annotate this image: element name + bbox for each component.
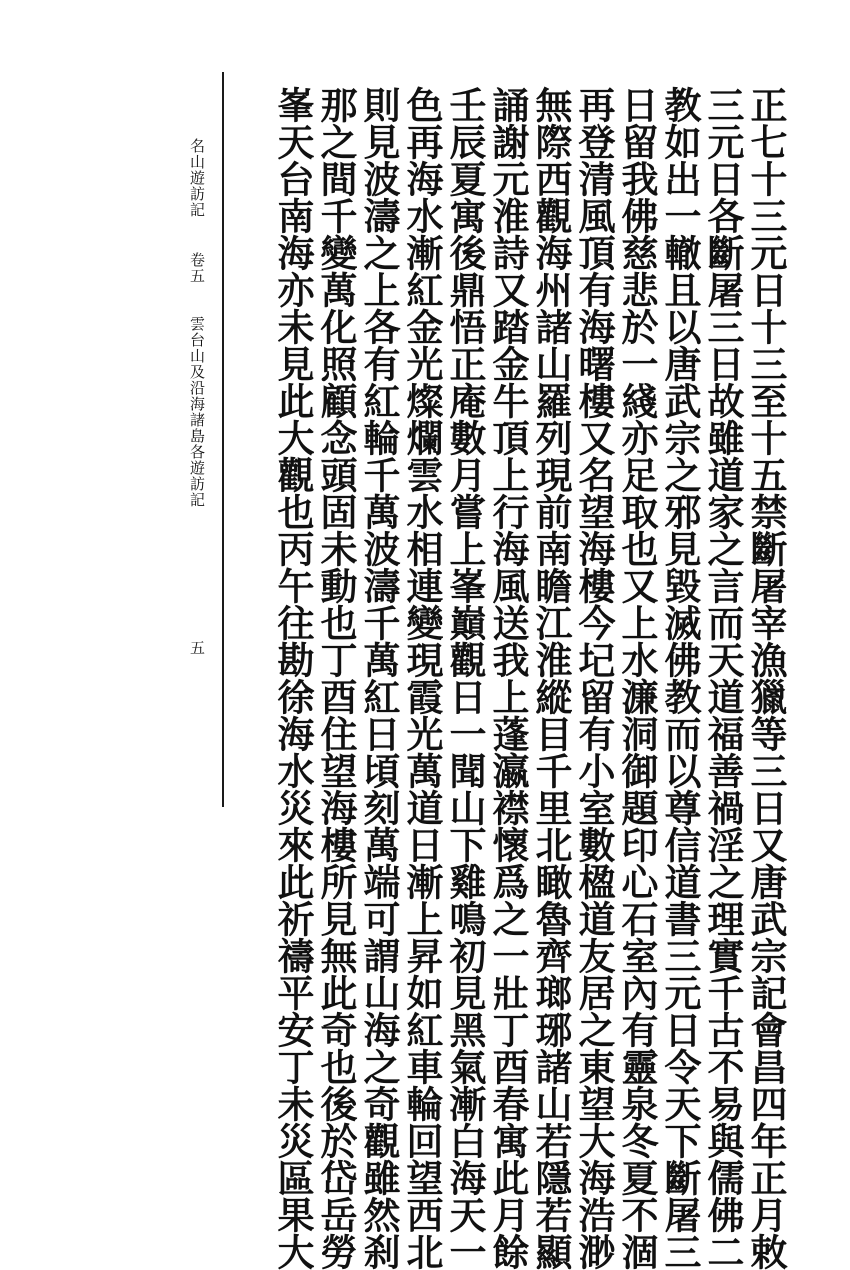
text-column: 三元日各斷屠三日故雖道家之言而天道福善禍淫之理實千古不易與儒佛二: [701, 86, 745, 1270]
text-column: 峯天台南海亦未見此大觀也丙午往勘徐海水災來此祈禱平安丁未災區果大: [271, 86, 315, 1270]
text-column: 壬辰夏寓後鼎悟正庵數月嘗上峯巔觀日一聞山下雞鳴初見黑氣漸白海天一: [443, 86, 487, 1270]
chapter-title: 雲台山及沿海諸島各遊訪記: [188, 316, 206, 508]
page-number: 五: [188, 640, 206, 656]
text-column: 誦謝元淮詩又踏金牛頂上行海風送我上蓬瀛襟懷爲之一壯丁酉春寓此月餘: [486, 86, 530, 1270]
text-column: 那之間千變萬化照顧念頭固未動也丁酉住望海樓所見無此奇也後於岱岳勞: [314, 86, 358, 1270]
text-column: 色再海水漸紅金光燦爛雲水相連變現霞光萬道日漸上昇如紅車輪回望西北: [400, 86, 444, 1270]
book-title: 名山遊訪記: [188, 138, 206, 218]
volume-label: 卷五: [188, 252, 206, 284]
text-column: 正七十三元日十三至十五禁斷屠宰漁獵等三日又唐武宗記會昌四年正月敕: [744, 86, 788, 1270]
page-border-rule: [222, 72, 224, 807]
text-column: 日留我佛慈悲於一綫亦足取也又上水濂洞御題印心石室內有靈泉冬夏不涸: [615, 86, 659, 1270]
text-column: 則見波濤之上各有紅輪千萬波濤千萬紅日頃刻萬端可謂山海之奇觀雖然刹: [357, 86, 401, 1270]
text-column: 無際西觀海州諸山羅列現前南瞻江淮縱目千里北瞰魯齊瑯琊諸山若隱若顯: [529, 86, 573, 1270]
text-column: 教如出一轍且以唐武宗之邪見毀滅佛教而以尊信道書三元日令天下斷屠三: [658, 86, 702, 1270]
text-column: 再登清風頂有海曙樓又名望海樓今圮留有小室數楹道友居之東望大海浩渺: [572, 86, 616, 1270]
